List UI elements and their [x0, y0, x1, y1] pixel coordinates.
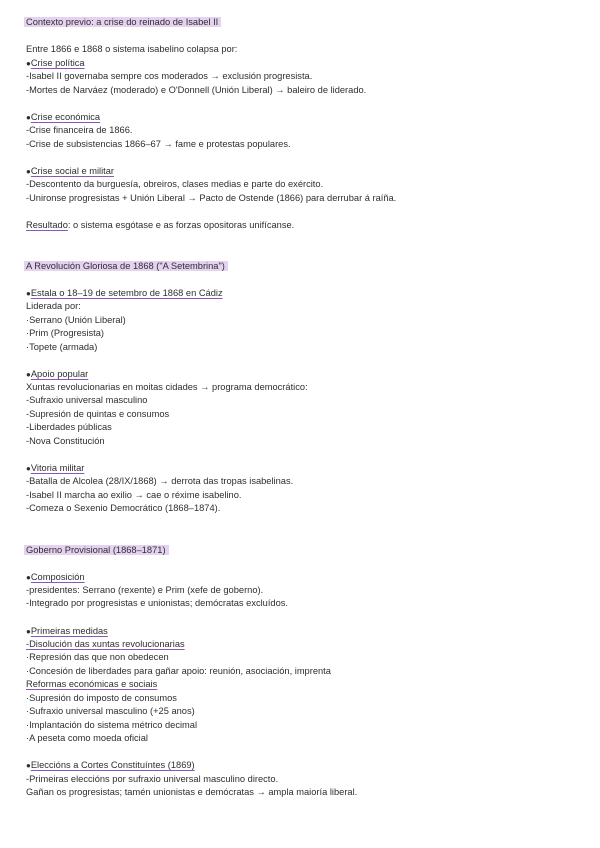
- heading-crise-economica: Crise económica: [30, 112, 101, 122]
- text-line: -Primeiras eleccións por sufraxio universal masculino directo.: [26, 774, 279, 784]
- text-line: -Liberdades públicas: [26, 422, 112, 432]
- heading-composicion: Composición: [30, 572, 85, 582]
- bullet-icon: ●: [26, 464, 31, 473]
- section-title-contexto: Contexto previo: a crise do reinado de Isabel II: [24, 17, 221, 27]
- heading-crise-politica: Crise política: [30, 58, 85, 68]
- heading-crise-social: Crise social e militar: [30, 166, 115, 176]
- text-line: ·Represión das que non obedecen: [26, 652, 169, 662]
- text-line: ·Concesión de liberdades para gañar apoio: reunión, asociación, imprenta: [26, 666, 331, 676]
- text-line: -Crise de subsistencias 1866–67 → fame e protestas populares.: [26, 139, 291, 149]
- section-title-goberno: Goberno Provisional (1868–1871): [24, 545, 169, 555]
- text-line: -Isabel II governaba sempre cos moderados → exclusión progresista.: [26, 71, 313, 81]
- text-line: -Unironse progresistas + Unión Liberal → Pacto de Ostende (1866) para derrubar á raíña.: [26, 193, 397, 203]
- bullet-icon: ●: [26, 167, 31, 176]
- text-line: -Nova Constitución: [26, 436, 105, 446]
- text-line: -Isabel II marcha ao exilio → cae o réxime isabelino.: [26, 490, 242, 500]
- bullet-icon: ●: [26, 627, 31, 636]
- subheading-reformas: Reformas económicas e sociais: [26, 679, 158, 689]
- heading-estala: Estala o 18–19 de setembro de 1868 en Cádiz: [30, 288, 223, 298]
- heading-vitoria-militar: Vitoria militar: [30, 463, 85, 473]
- text-line: -Supresión de quintas e consumos: [26, 409, 170, 419]
- text-line: ·Prim (Progresista): [26, 328, 104, 338]
- heading-primeiras-medidas: Primeiras medidas: [30, 626, 108, 636]
- intro-text: Entre 1866 e 1868 o sistema isabelino colapsa por:: [26, 44, 238, 54]
- bullet-icon: ●: [26, 289, 31, 298]
- heading-eleccions: Eleccións a Cortes Constituíntes (1869): [30, 760, 195, 770]
- text-line: -Batalla de Alcolea (28/IX/1868) → derrota das tropas isabelinas.: [26, 476, 294, 486]
- bullet-icon: ●: [26, 370, 31, 379]
- bullet-icon: ●: [26, 573, 31, 582]
- text-line: -Sufraxio universal masculino: [26, 395, 148, 405]
- text-line: ·Topete (armada): [26, 342, 98, 352]
- text-line: ·Sufraxio universal masculino (+25 anos): [26, 706, 195, 716]
- text-line: ·Implantación do sistema métrico decimal: [26, 720, 198, 730]
- text-line: Xuntas revolucionarias en moitas cidades → programa democrático:: [26, 382, 308, 392]
- text-line: Gañan os progresistas; tamén unionistas e demócratas → ampla maioría liberal.: [26, 787, 358, 797]
- text-line: ·Supresión do imposto de consumos: [26, 693, 177, 703]
- bullet-icon: ●: [26, 59, 31, 68]
- text-line: Liderada por:: [26, 301, 81, 311]
- bullet-icon: ●: [26, 113, 31, 122]
- heading-apoio-popular: Apoio popular: [30, 369, 89, 379]
- text-line: -presidentes: Serrano (rexente) e Prim (xefe de goberno).: [26, 585, 264, 595]
- text-line: ·A peseta como moeda oficial: [26, 733, 148, 743]
- result-text: : o sistema esgótase e as forzas opositoras unifícanse.: [67, 220, 295, 230]
- subheading-disolucion: -Disolución das xuntas revolucionarias: [26, 639, 185, 649]
- section-title-revolucion: A Revolución Gloriosa de 1868 ("A Setembrina"): [24, 261, 228, 271]
- text-line: -Crise financeira de 1866.: [26, 125, 133, 135]
- text-line: -Descontento da burguesía, obreiros, clases medias e parte do exército.: [26, 179, 324, 189]
- text-line: -Mortes de Narváez (moderado) e O'Donnell (Unión Liberal) → baleiro de liderado.: [26, 85, 367, 95]
- text-line: -Integrado por progresistas e unionistas; demócratas excluídos.: [26, 598, 289, 608]
- text-line: ·Serrano (Unión Liberal): [26, 315, 126, 325]
- result-label: Resultado: [26, 220, 68, 230]
- text-line: -Comeza o Sexenio Democrático (1868–1874).: [26, 503, 221, 513]
- bullet-icon: ●: [26, 761, 31, 770]
